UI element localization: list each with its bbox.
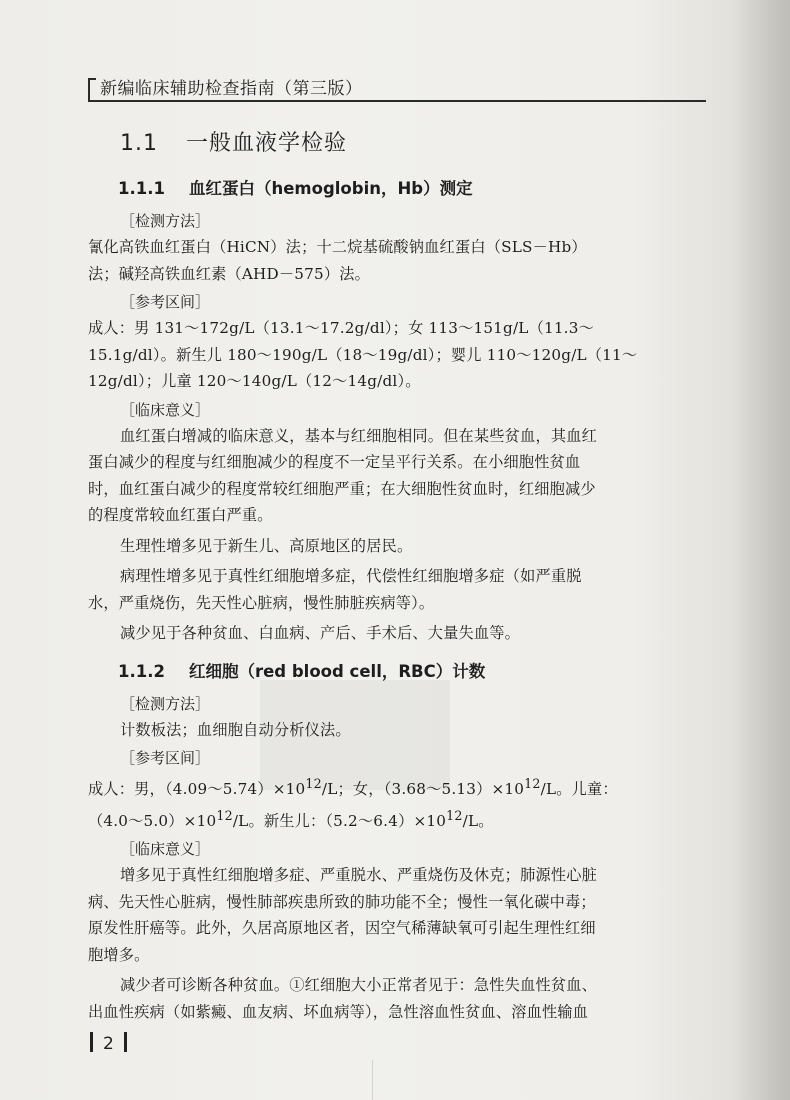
paragraph [88,423,706,529]
text-line: 胞增多。 [88,945,150,964]
text-line: 法；碱羟高铁血红素（AHD－575）法。 [88,264,371,283]
exponent: 12 [446,807,463,823]
exponent: 12 [305,776,322,791]
exponent: 12 [216,807,233,823]
text-run: /L。新生儿：（5.2～6.4）×10 [232,811,447,830]
paragraph: 生理性增多见于新生儿、高原地区的居民。 [120,536,413,555]
subsection-heading-hb [118,176,706,202]
text-run: /L。 [462,811,494,830]
text-run: 成人：男，（4.09～5.74）×10 [88,780,306,799]
paragraph [88,563,706,616]
section-heading [120,124,706,164]
exponent: 12 [524,776,541,791]
text-line: 15.1g/dl）。新生儿 180～190g/L（18～19g/dl）；婴儿 110～120g/L（11～ [88,345,638,364]
text-run: /L。儿童： [540,780,618,799]
subsection-title: 红细胞（red blood cell，RBC）计数 [188,661,486,681]
text-line: 减少者可诊断各种贫血。①红细胞大小正常者见于：急性失血性贫血、 [120,976,598,995]
page-edge-shadow [730,0,790,1100]
page-number: 2 [103,1034,114,1054]
section-title: 一般血液学检验 [186,131,348,156]
text-line: 12g/dl）；儿童 120～140g/L（12～14g/dl）。 [88,372,421,390]
page-content [88,124,706,1025]
text-line: 时，血红蛋白减少的程度常较红细胞严重；在大细胞性贫血时，红细胞减少 [88,479,596,498]
text-line: 成人：男 131～172g/L（13.1～17.2g/dl）；女 113～151g/L（11.3～ [88,319,594,337]
paragraph [88,972,706,1025]
method-text: 计数板法；血细胞自动分析仪法。 [120,720,351,739]
text-line: 水，严重烧伤，先天性心脏病，慢性肺脏疾病等）。 [88,593,435,612]
reference-label: ［参考区间］ [120,293,211,311]
significance-label: ［临床意义］ [120,400,211,419]
method-text [88,234,706,287]
reference-text [88,771,706,834]
method-label: ［检测方法］ [120,694,211,713]
book-title: 新编临床辅助检查指南（第三版） [100,79,363,99]
text-line: 增多见于真性红细胞增多症、严重脱水、严重烧伤及休克；肺源性心脏 [120,866,598,885]
text-line: 血红蛋白增减的临床意义，基本与红细胞相同。但在某些贫血，其血红 [120,426,598,445]
subsection-heading-rbc [118,659,706,685]
subsection-number: 1.1.1 [118,179,165,198]
reference-text [88,315,706,395]
text-line: 氰化高铁血红蛋白（HiCN）法；十二烷基硫酸钠血红蛋白（SLS－Hb） [88,238,587,256]
text-line: 病、先天性心脏病，慢性肺部疾患所致的肺功能不全；慢性一氧化碳中毒； [88,892,596,911]
section-number: 1.1 [120,131,158,156]
footer-bar-left [90,1032,93,1052]
reference-label: ［参考区间］ [120,749,211,767]
page-fold-line [372,1060,373,1100]
text-run: /L；女，（3.68～5.13）×10 [321,780,525,799]
text-line: 蛋白减少的程度与红细胞减少的程度不一定呈平行关系。在小细胞性贫血 [88,453,581,471]
paragraph [88,862,706,968]
paragraph: 减少见于各种贫血、白血病、产后、手术后、大量失血等。 [120,624,521,642]
method-label: ［检测方法］ [120,212,211,230]
significance-label: ［临床意义］ [120,840,211,859]
text-line: 原发性肝癌等。此外，久居高原地区者，因空气稀薄缺氧可引起生理性红细 [88,919,596,938]
text-run: （4.0～5.0）×10 [88,811,217,830]
footer-bar-right [124,1032,127,1052]
text-line: 的程度常较血红蛋白严重。 [88,506,273,524]
text-line: 病理性增多见于真性红细胞增多症，代偿性红细胞增多症（如严重脱 [120,567,582,585]
subsection-title: 血红蛋白（hemoglobin，Hb）测定 [188,179,473,198]
text-line: 出血性疾病（如紫癜、血友病、坏血病等），急性溶血性贫血、溶血性输血 [88,1002,589,1021]
subsection-number: 1.1.2 [118,661,165,681]
page-footer [90,1032,127,1054]
header-bracket [88,78,96,102]
running-header [88,70,706,102]
